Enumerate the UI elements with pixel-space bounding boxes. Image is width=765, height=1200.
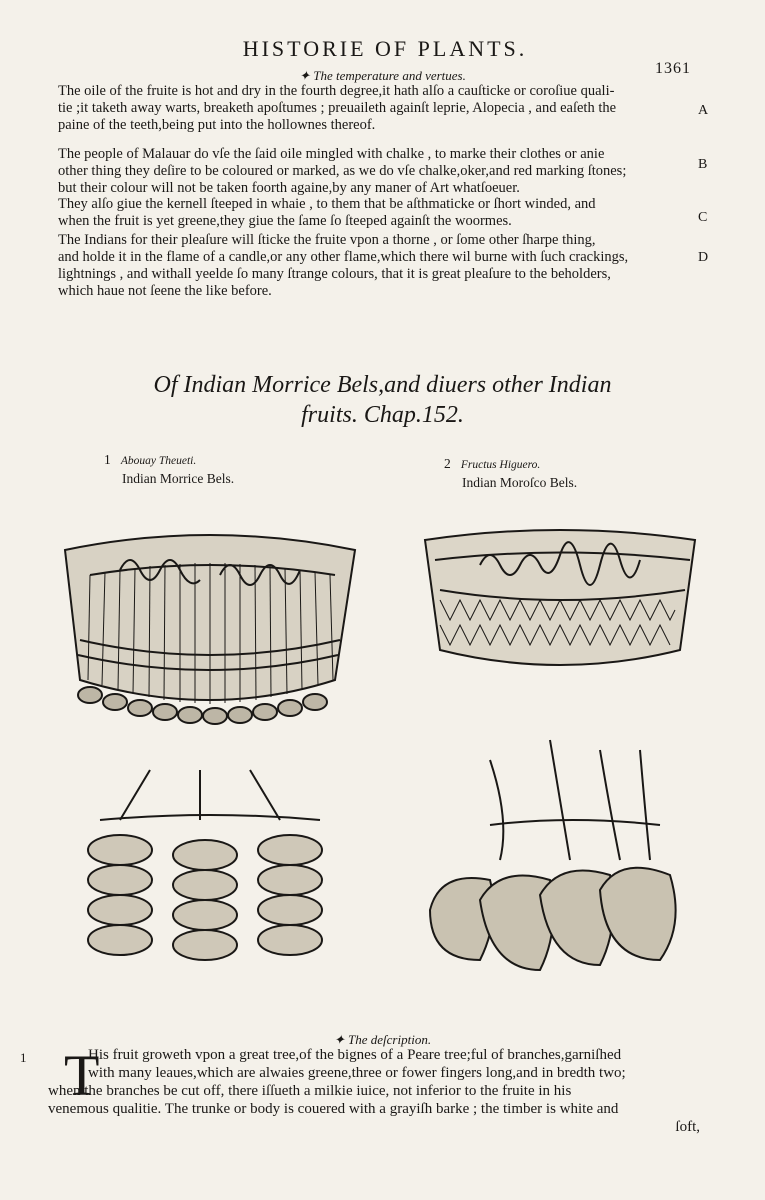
figure-2-english-name: Indian Moroſco Bels. xyxy=(462,475,578,490)
text-line: when the fruit is yet greene,they giue the ſame ſo ſteeped againſt the woormes. xyxy=(58,213,512,229)
text-line: ſoft, xyxy=(675,1119,700,1135)
figure-1-latin-name: Abouay Theueti. xyxy=(120,455,197,467)
text-line: which haue not ſeene the like before. xyxy=(58,283,272,299)
morrice-bels-woodcut xyxy=(50,520,370,990)
paragraph-oil xyxy=(58,83,703,134)
figure-2-number: 2 xyxy=(444,456,451,471)
text-line: paine of the teeth,being put into the hollownes thereof. xyxy=(58,117,376,133)
figure-2-caption xyxy=(444,455,577,491)
margin-letter-a: A xyxy=(698,103,709,118)
text-line: and holde it in the flame of a candle,or any other flame,which there wil burne with ſuch crackings, xyxy=(58,249,629,265)
text-line: when the branches be cut off, there iſſueth a milkie iuice, not inferior to the fruite in his xyxy=(48,1083,572,1099)
description-paragraph xyxy=(48,1043,708,1136)
figure-2-latin-name: Fructus Higuero. xyxy=(460,459,541,471)
morrice-nuts-illustration xyxy=(88,770,322,960)
chapter-title-line2: fruits. Chap.152. xyxy=(301,402,464,428)
description-margin-number: 1 xyxy=(20,1050,27,1065)
text-line: The Indians for their pleaſure will ſticke the fruite vpon a thorne , or ſome other ſharpe thing, xyxy=(58,232,596,248)
morosco-basket-illustration xyxy=(425,530,695,665)
text-line: with many leaues,which are alwaies greene,three or fower fingers long,and in bredth two; xyxy=(88,1065,626,1081)
morosco-bels-woodcut xyxy=(400,520,720,990)
text-line: They alſo giue the kernell ſteeped in whaie , to them that be aſthmaticke or ſhort winded, and xyxy=(58,196,596,212)
running-head: HISTORIE OF PLANTS. xyxy=(242,36,528,61)
text-line: but their colour will not be taken foorth againe,by any maner of Art whatſoeuer. xyxy=(58,180,520,196)
margin-letter-b: B xyxy=(698,157,708,172)
text-line: tie ;it taketh away warts, breaketh apoſtumes ; preuaileth againſt leprie, Alopecia , and eaſeth the xyxy=(58,100,617,116)
margin-letter-d: D xyxy=(698,250,709,265)
description-heading: ✦ The deſcription. xyxy=(333,1032,432,1047)
text-line: The people of Malauar do vſe the ſaid oile mingled with chalke , to marke their clothes or anie xyxy=(58,146,605,162)
paragraph-indians xyxy=(58,232,703,300)
figure-1-number: 1 xyxy=(104,452,111,467)
text-line: lightnings , and withall yeelde ſo many ſtrange colours, that it is great pleaſure to the beholders, xyxy=(58,266,611,282)
page-number: 1361 xyxy=(655,60,691,77)
morosco-nuts-illustration xyxy=(430,740,676,970)
temperature-heading: ✦ The temperature and vertues. xyxy=(299,68,466,83)
text-line: venemous qualitie. The trunke or body is couered with a grayiſh barke ; the timber is white and xyxy=(48,1101,619,1117)
figure-1-caption xyxy=(104,451,234,487)
paragraph-kernell xyxy=(58,196,703,230)
drop-cap: T xyxy=(64,1043,100,1108)
paragraph-malauar xyxy=(58,146,703,197)
morrice-basket-illustration xyxy=(65,535,355,724)
margin-letter-c: C xyxy=(698,210,708,225)
text-line: other thing they deſire to be coloured or marked, as we do vſe chalke,oker,and red marking ſtones; xyxy=(58,163,627,179)
text-line: His fruit groweth vpon a great tree,of the bignes of a Peare tree;ful of branches,garniſhed xyxy=(88,1047,622,1063)
chapter-title: Of Indian Morrice Bels,and diuers other Indian xyxy=(153,372,612,398)
text-line: The oile of the fruite is hot and dry in the fourth degree,it hath alſo a cauſticke or coroſiue quali- xyxy=(58,83,615,99)
figure-1-english-name: Indian Morrice Bels. xyxy=(122,471,235,486)
